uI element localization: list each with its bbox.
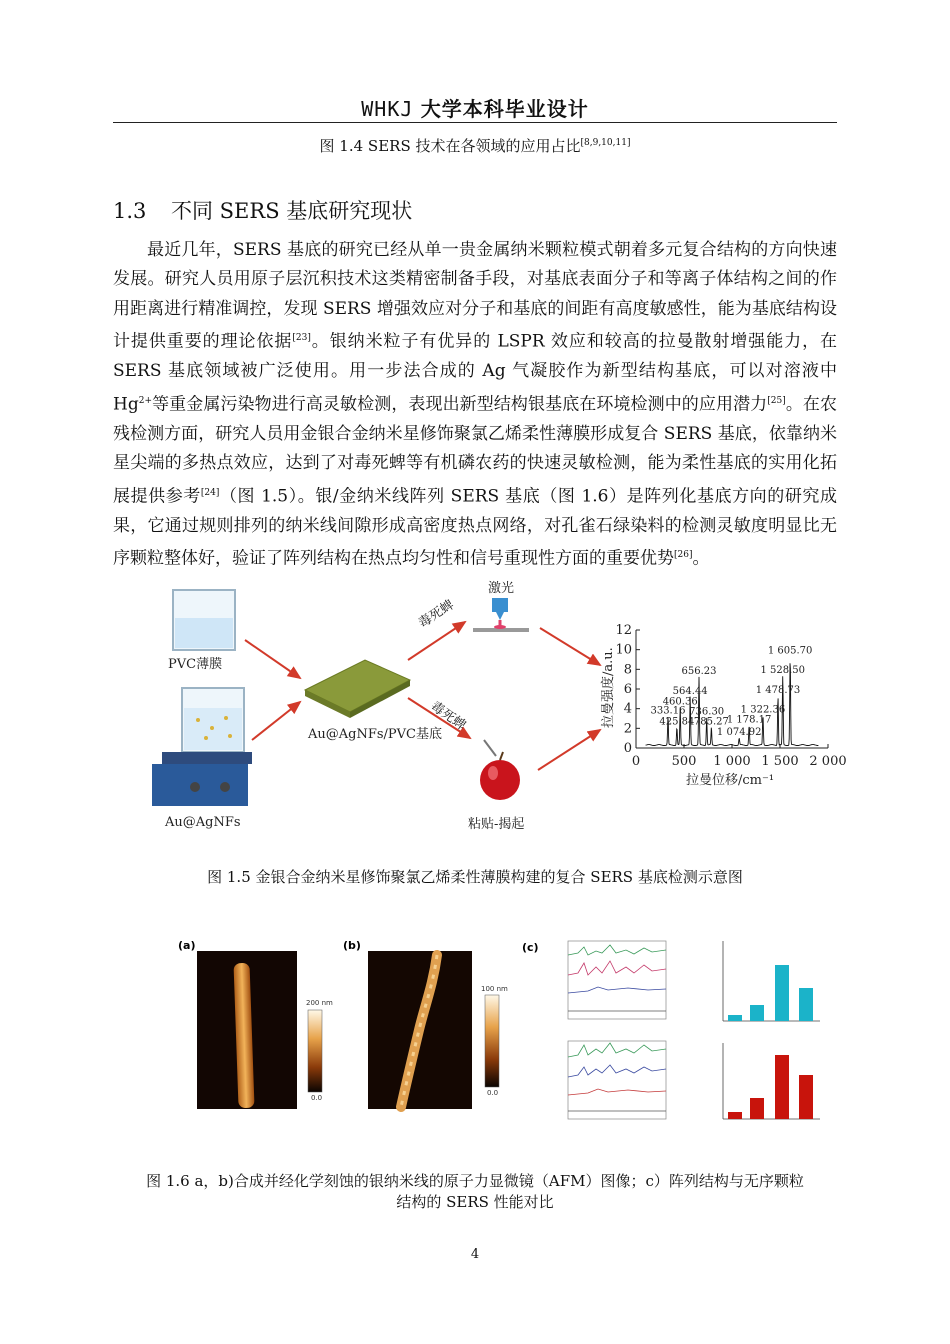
spectrum-ylabel: 拉曼强度/a.u.	[601, 647, 616, 728]
x-tick-label: 0	[631, 754, 641, 769]
y-tick-label: 12	[615, 623, 632, 638]
laser-icon	[473, 598, 529, 632]
peak-label: 460.36	[662, 696, 698, 708]
header-rule	[113, 122, 837, 123]
para-seg: 最近几年，SERS 基底的研究已经从单一贵金属纳米颗粒模式朝着多元复合结构的方向快速发展。研究人员用原子层沉积技术这类精密制备手段，对基底表面分子和等离子体结构之间的作用距离进行精准调控，发现 SERS 增强效应对分子和基底的间距有高度敏感性，能为基底结构设计提供重要的理论依据	[113, 240, 837, 352]
running-header	[0, 93, 950, 122]
fig16-composite	[175, 935, 845, 1130]
fig14-caption	[0, 135, 950, 156]
para-seg: （图 1.5）。银/金纳米线阵列 SERS 基底（图 1.6）是阵列化基底方向的研究成果，它通过规则排列的纳米线间隙形成高密度热点网络，对孔雀石绿染料的检测灵敏度明显比无序颗粒整体好，验证了阵列结构在热点均匀性和信号重现性方面的重要优势	[113, 486, 837, 569]
pvc-label: PVC薄膜	[168, 657, 223, 672]
pesticide-label-top: 毒死蜱	[416, 597, 457, 632]
panel-a-tag: (a)	[178, 939, 196, 952]
y-tick-label: 2	[623, 721, 632, 737]
section-number: 1.3	[113, 199, 147, 223]
x-tick-label: 1 000	[713, 754, 751, 769]
header-right: 大学本科毕业设计	[420, 97, 589, 121]
citation: [25]	[767, 395, 786, 406]
citation: [24]	[200, 487, 220, 498]
colorbar-a-min: 0.0	[311, 1094, 323, 1102]
colorbar-b-max: 100 nm	[481, 985, 508, 993]
peak-label: 1 605.70	[767, 645, 813, 657]
arrow	[408, 622, 465, 660]
citation: [23]	[292, 333, 311, 344]
fig14-caption-text: 图 1.4 SERS 技术在各领域的应用占比	[319, 137, 581, 155]
para-seg: 。银纳米粒子有优异的 LSPR 效应和较高的拉曼散射增强能力，在 SERS 基底领域被广泛使用。用一步法合成的 Ag 气凝胶作为新型结构基底，可以对溶液中 Hg	[113, 331, 838, 415]
colorbar-a	[308, 1010, 322, 1092]
para-seg: 。	[692, 548, 710, 569]
peak-label: 785.27	[693, 716, 729, 728]
citation: [26]	[674, 550, 693, 561]
substrate-icon	[305, 660, 410, 718]
raman-spectrum-chart	[596, 616, 850, 788]
y-tick-label: 4	[623, 701, 632, 717]
fig16-caption	[0, 1171, 950, 1213]
para-seg: 。在农残检测方面，研究人员用金银合金纳米星修饰聚氯乙烯柔性薄膜形成复合 SERS 基底，依靠纳米星尖端的多热点效应，达到了对毒死蜱等有机磷农药的快速灵敏检测，能为柔性基底的实用化拓展提供参考	[113, 394, 838, 507]
laser-label: 激光	[488, 581, 515, 596]
arrow	[245, 640, 300, 678]
pesticide-label-bottom: 毒死蜱	[427, 698, 469, 734]
fig14-caption-ref: [8,9,10,11]	[580, 138, 631, 148]
header-left: WHKJ	[361, 97, 414, 121]
spectrum-peaks	[646, 646, 819, 746]
peak-label: 425.84	[659, 716, 695, 728]
bar-chart-top-right	[723, 941, 820, 1021]
body-paragraph	[113, 236, 837, 574]
fig16-caption-line2: 结构的 SERS 性能对比	[396, 1193, 554, 1211]
arrow	[252, 702, 300, 740]
fig16-caption-line1: 图 1.6 a，b)合成并经化学刻蚀的银纳米线的原子力显微镜（AFM）图像；c）阵列结构与无序颗粒	[146, 1172, 804, 1190]
spectra-bottom-left	[568, 1041, 666, 1119]
y-tick-label: 10	[615, 642, 632, 658]
bar-chart-bottom-right	[723, 1043, 820, 1119]
x-tick-label: 500	[671, 754, 697, 769]
peak-label: 333.16	[650, 705, 686, 717]
peak-label: 1 478.73	[755, 684, 801, 696]
panel-c-tag: (c)	[522, 941, 539, 954]
peak-label: 1 528.50	[760, 665, 806, 677]
para-seg: 等重金属污染物进行高灵敏检测，表现出新型结构银基底在环境检测中的应用潜力	[152, 394, 768, 415]
section-title	[113, 195, 412, 225]
colorbar-b	[485, 995, 499, 1087]
peak-label: 1 178.17	[726, 714, 772, 726]
peak-label: 1 074.92	[716, 727, 762, 739]
colorbar-a-max: 200 nm	[306, 999, 333, 1007]
spectrum-xlabel: 拉曼位移/cm⁻¹	[686, 773, 775, 788]
peak-label: 564.44	[672, 685, 708, 697]
apple-icon	[480, 740, 520, 800]
stirrer-beaker-icon	[152, 688, 252, 806]
page-number: 4	[470, 1247, 480, 1262]
au-agnfs-label: Au@AgNFs	[165, 815, 241, 830]
y-tick-label: 8	[623, 662, 632, 678]
apple-label: 粘贴-揭起	[468, 817, 525, 832]
panel-b-tag: (b)	[343, 939, 361, 952]
colorbar-b-min: 0.0	[487, 1089, 499, 1097]
peak-label: 736.30	[689, 706, 725, 718]
y-tick-label: 0	[623, 741, 632, 756]
arrow	[538, 730, 600, 770]
superscript: 2+	[138, 395, 152, 406]
spectra-top-left	[568, 941, 666, 1019]
x-tick-label: 1 500	[761, 754, 799, 769]
section-title-text: 不同 SERS 基底研究现状	[171, 199, 413, 223]
fig15-caption: 图 1.5 金银合金纳米星修饰聚氯乙烯柔性薄膜构建的复合 SERS 基底检测示意图	[207, 868, 743, 886]
pvc-beaker-icon	[173, 590, 235, 650]
y-tick-label: 6	[623, 682, 632, 697]
x-tick-label: 2 000	[809, 754, 847, 769]
arrow	[540, 628, 600, 665]
substrate-label: Au@AgNFs/PVC基底	[308, 727, 442, 742]
peak-label: 1 322.36	[740, 704, 786, 716]
peak-label: 656.23	[681, 666, 717, 678]
